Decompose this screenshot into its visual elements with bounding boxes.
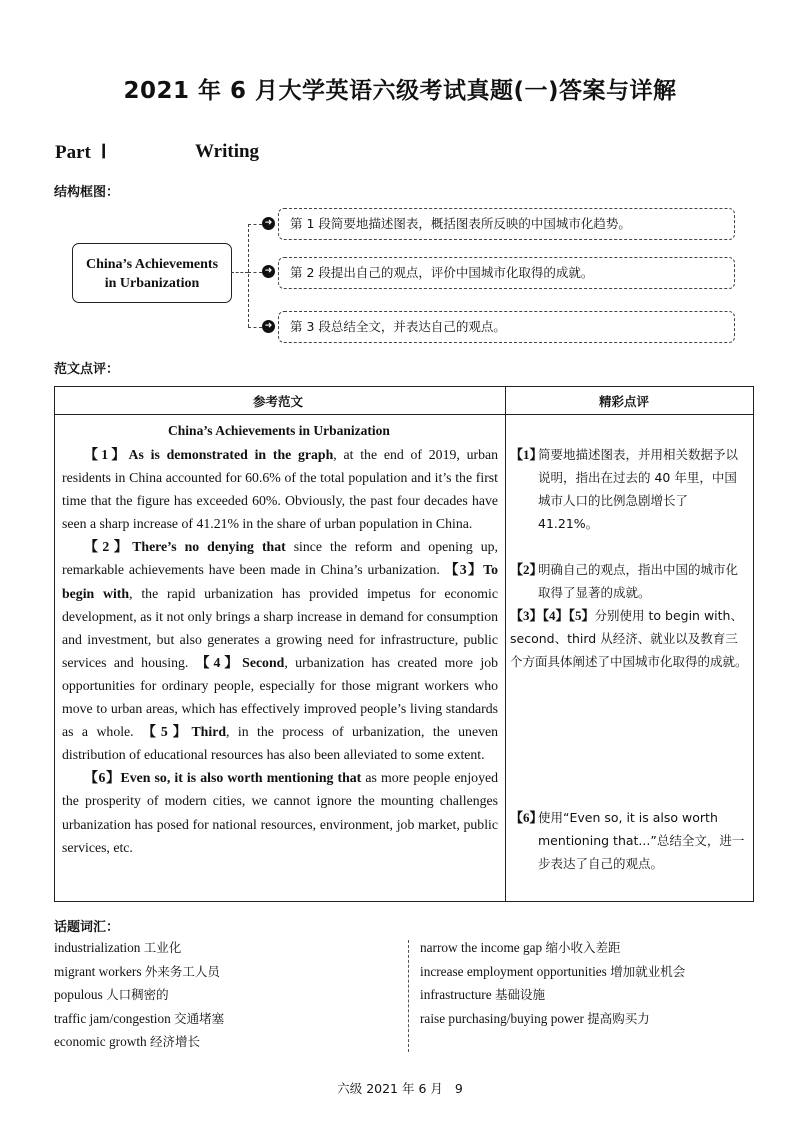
vocab-item (54, 983, 394, 1007)
structure-branch-3: 第 3 段总结全文，并表达自己的观点。 (278, 311, 735, 343)
vocab-cn: 人口稠密的 (106, 987, 169, 1002)
column-header-essay: 参考范文 (253, 394, 304, 409)
connector-line (248, 327, 262, 328)
vocab-item (420, 960, 760, 984)
essay-paragraph-2 (62, 535, 498, 766)
comment-text: 分别使用 to begin with、second、third 从经济、就业以及教育三个方面具体阐述了中国城市化取得的成就。 (510, 608, 748, 669)
vocab-heading: 话题词汇： (54, 920, 120, 935)
essay-body (62, 443, 498, 859)
comment-text: 明确自己的观点，指出中国的城市化取得了显著的成就。 (538, 562, 739, 600)
paragraph-text: , at the end of 2019, urban residents in China accounted for 60.6% of the total population and it’s the first time that the figure has exceeded 60%. Obviously, the past four decades have seen a sharp increase of 41.21% in the share of urban population in China. (62, 447, 498, 532)
vocab-cn: 增加就业机会 (610, 963, 686, 979)
connector-line (248, 224, 262, 225)
key-phrase: Even so, it is also worth mentioning that (120, 770, 362, 786)
part-label: Part (55, 142, 91, 163)
vocab-en: economic growth (54, 1034, 147, 1049)
review-heading: 范文点评： (54, 362, 120, 377)
paragraph-tag: 【3】 (444, 562, 484, 578)
comment-tag: 【1】 (510, 447, 543, 462)
part-number: Ⅰ (100, 142, 107, 163)
vocab-cn: 交通堵塞 (174, 1010, 225, 1026)
vocab-divider (408, 940, 409, 1052)
vocab-cn: 外来务工人员 (144, 963, 220, 979)
center-line-2: in Urbanization (104, 275, 200, 291)
page-footer (0, 1079, 800, 1097)
page-number: 9 (454, 1081, 463, 1096)
comment-text: 简要地描述图表，并用相关数据予以说明，指出在过去的 40 年里，中国城市人口的比例急剧增长了 41.21%。 (538, 447, 739, 531)
paragraph-tag: 【2】 (84, 539, 133, 555)
comment-tag: 【3】【4】【5】 (510, 608, 595, 623)
paragraph-text: as more people enjoyed the prosperity of modern cities, we cannot ignore the mounting challenges urbanization has posed for national resources, environment, job market, public services, etc. (62, 770, 498, 855)
structure-center-box (72, 243, 232, 303)
essay-paragraph-6 (62, 766, 498, 858)
structure-branch-1: 第 1 段简要地描述图表，概括图表所反映的中国城市化趋势。 (278, 208, 735, 240)
vocab-item (420, 936, 760, 960)
essay-paragraph-1 (62, 443, 498, 535)
connector-line (248, 224, 249, 327)
center-line-1: China’s Achievements (85, 256, 219, 272)
key-phrase: There’s no denying that (132, 539, 286, 555)
comment-tag: 【6】 (510, 810, 543, 825)
connector-line (231, 272, 248, 273)
vocab-item (420, 1007, 760, 1031)
vocab-item (54, 1030, 394, 1054)
column-divider (505, 387, 506, 901)
paragraph-tag: 【5】 (142, 724, 192, 740)
structure-heading: 结构框图： (54, 185, 120, 200)
paragraph-tag: 【1】 (84, 447, 129, 462)
vocab-cn: 经济增长 (150, 1034, 201, 1049)
vocab-en: increase employment opportunities (420, 963, 607, 979)
arrow-right-icon: ➜ (262, 217, 275, 230)
vocab-cn: 缩小收入差距 (545, 940, 621, 955)
comment-text-wrap (510, 604, 750, 673)
footer-text: 六级 2021 年 6 月 (337, 1081, 443, 1096)
comment-2 (510, 558, 750, 604)
vocab-item (54, 1007, 394, 1031)
arrow-right-icon: ➜ (262, 265, 275, 278)
paragraph-text: , in the process of urbanization, the uneven distribution of educational resources has also been alleviated to some extent. (62, 724, 498, 763)
header-divider (55, 414, 753, 415)
vocab-cn: 工业化 (143, 940, 182, 955)
column-header-comments: 精彩点评 (599, 394, 650, 409)
vocab-en: populous (54, 987, 103, 1002)
comment-3 (510, 604, 750, 673)
part-name: Writing (195, 141, 260, 162)
vocab-en: raise purchasing/buying power (420, 1010, 584, 1026)
vocab-cn: 基础设施 (494, 987, 545, 1002)
comment-tag: 【2】 (510, 562, 543, 577)
vocab-en: narrow the income gap (420, 940, 543, 955)
vocab-en: industrialization (54, 940, 141, 955)
essay-title: China’s Achievements in Urbanization (168, 423, 390, 438)
vocab-en: migrant workers (54, 963, 142, 979)
vocab-list-right (420, 936, 760, 1030)
vocab-list-left (54, 936, 394, 1054)
part-heading (55, 141, 260, 164)
paragraph-text: since the reform and opening up, remarkable achievements have been made in China’s urbanization. (62, 539, 498, 578)
comment-text: 使用“Even so, it is also worth mentioning that...”总结全文，进一步表达了自己的观点。 (538, 810, 745, 871)
key-phrase: Second (242, 654, 285, 670)
vocab-item (420, 983, 760, 1007)
vocab-en: infrastructure (420, 987, 492, 1002)
paragraph-text: , urbanization has created more job opportunities for ordinary people, especially for those migrant workers who move to urban areas, which has effectively improved people’s living standards as a whole. (62, 654, 498, 740)
paragraph-text: , the rapid urbanization has provided impetus for economic development, as it not only brings a sharp increase in demand for consumption and investment, but also generates a growing need for infrastructure, public services and housing. (62, 585, 498, 670)
key-phrase: To begin with (62, 562, 498, 601)
vocab-cn: 提高购买力 (587, 1010, 650, 1026)
comment-4 (510, 806, 750, 875)
paragraph-tag: 【4】 (195, 654, 243, 670)
vocab-en: traffic jam/congestion (54, 1010, 171, 1026)
comment-1 (510, 443, 750, 535)
key-phrase: As is demonstrated in the graph (128, 447, 334, 462)
page-title: 2021 年 6 月大学英语六级考试真题(一)答案与详解 (123, 78, 677, 104)
vocab-item (54, 936, 394, 960)
vocab-item (54, 960, 394, 984)
paragraph-tag: 【6】 (84, 770, 121, 786)
connector-line (248, 272, 262, 273)
key-phrase: Third (191, 724, 226, 740)
structure-branch-2: 第 2 段提出自己的观点，评价中国城市化取得的成就。 (278, 257, 735, 289)
arrow-right-icon: ➜ (262, 320, 275, 333)
